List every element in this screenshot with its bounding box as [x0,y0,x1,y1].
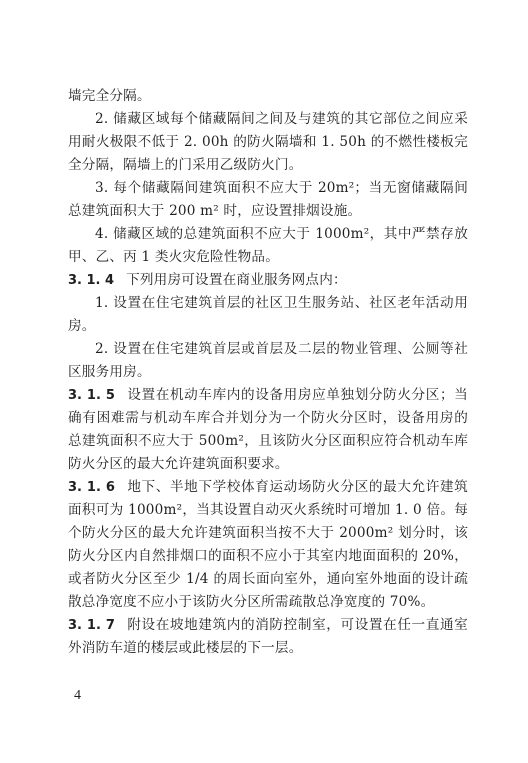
clause-number: 3. 1. 6 [68,480,115,495]
clause-text: 附设在坡地建筑内的消防控制室，可设置在任一直通室外消防车道的楼层或此楼层的下一层。 [68,617,468,656]
clause-3-1-5 [68,384,468,476]
clause-3-1-6 [68,476,468,614]
clause-text: 设置在机动车库内的设备用房应单独划分防火分区；当确有困难需与机动车库合并划分为一个防火分区时，设备用房的总建筑面积不应大于 500m²，且该防火分区面积应符合机动车库防火分区的最大允许建筑面积要求。 [68,387,468,472]
paragraph-continuation [68,85,468,108]
clause-number: 3. 1. 7 [68,618,115,633]
list-item-3 [68,177,468,223]
clause-text: 地下、半地下学校体育运动场防火分区的最大允许建筑面积可为 1000m²，当其设置自动灭火系统时可增加 1. 0 倍。每个防火分区的最大允许建筑面积当按不大于 2000m² 划分时，该防火分区内自然排烟口的面积不应小于其室内地面面积的 20%，或者防火分区至少 1/4 的周长面向室外，通向室外地面的设计疏散总净宽度不应小于该防火分区所需疏散总净宽度的 70%。 [68,479,468,610]
paragraph-text: 2. 设置在住宅建筑首层或首层及二层的物业管理、公厕等社区服务用房。 [68,341,468,380]
list-item-1 [68,292,468,338]
paragraph-text: 1. 设置在住宅建筑首层的社区卫生服务站、社区老年活动用房。 [68,295,468,334]
list-item-2 [68,108,468,177]
page-body [68,85,468,660]
list-item-4 [68,223,468,269]
list-item-2b [68,338,468,384]
clause-text: 下列用房可设置在商业服务网点内： [126,272,347,288]
page-number: 4 [74,688,81,703]
clause-3-1-4 [68,269,468,292]
paragraph-text: 4. 储藏区域的总建筑面积不应大于 1000m²，其中严禁存放甲、乙、丙 1 类火灾危险性物品。 [68,226,468,265]
clause-3-1-7 [68,614,468,660]
clause-number: 3. 1. 5 [68,388,115,403]
paragraph-text: 2. 储藏区域每个储藏隔间之间及与建筑的其它部位之间应采用耐火极限不低于 2. 00h 的防火隔墙和 1. 50h 的不燃性楼板完全分隔，隔墙上的门采用乙级防火门。 [68,111,468,173]
paragraph-text: 墙完全分隔。 [68,88,151,104]
clause-number: 3. 1. 4 [68,273,115,288]
paragraph-text: 3. 每个储藏隔间建筑面积不应大于 20m²；当无窗储藏隔间总建筑面积大于 200 m² 时，应设置排烟设施。 [68,180,468,219]
